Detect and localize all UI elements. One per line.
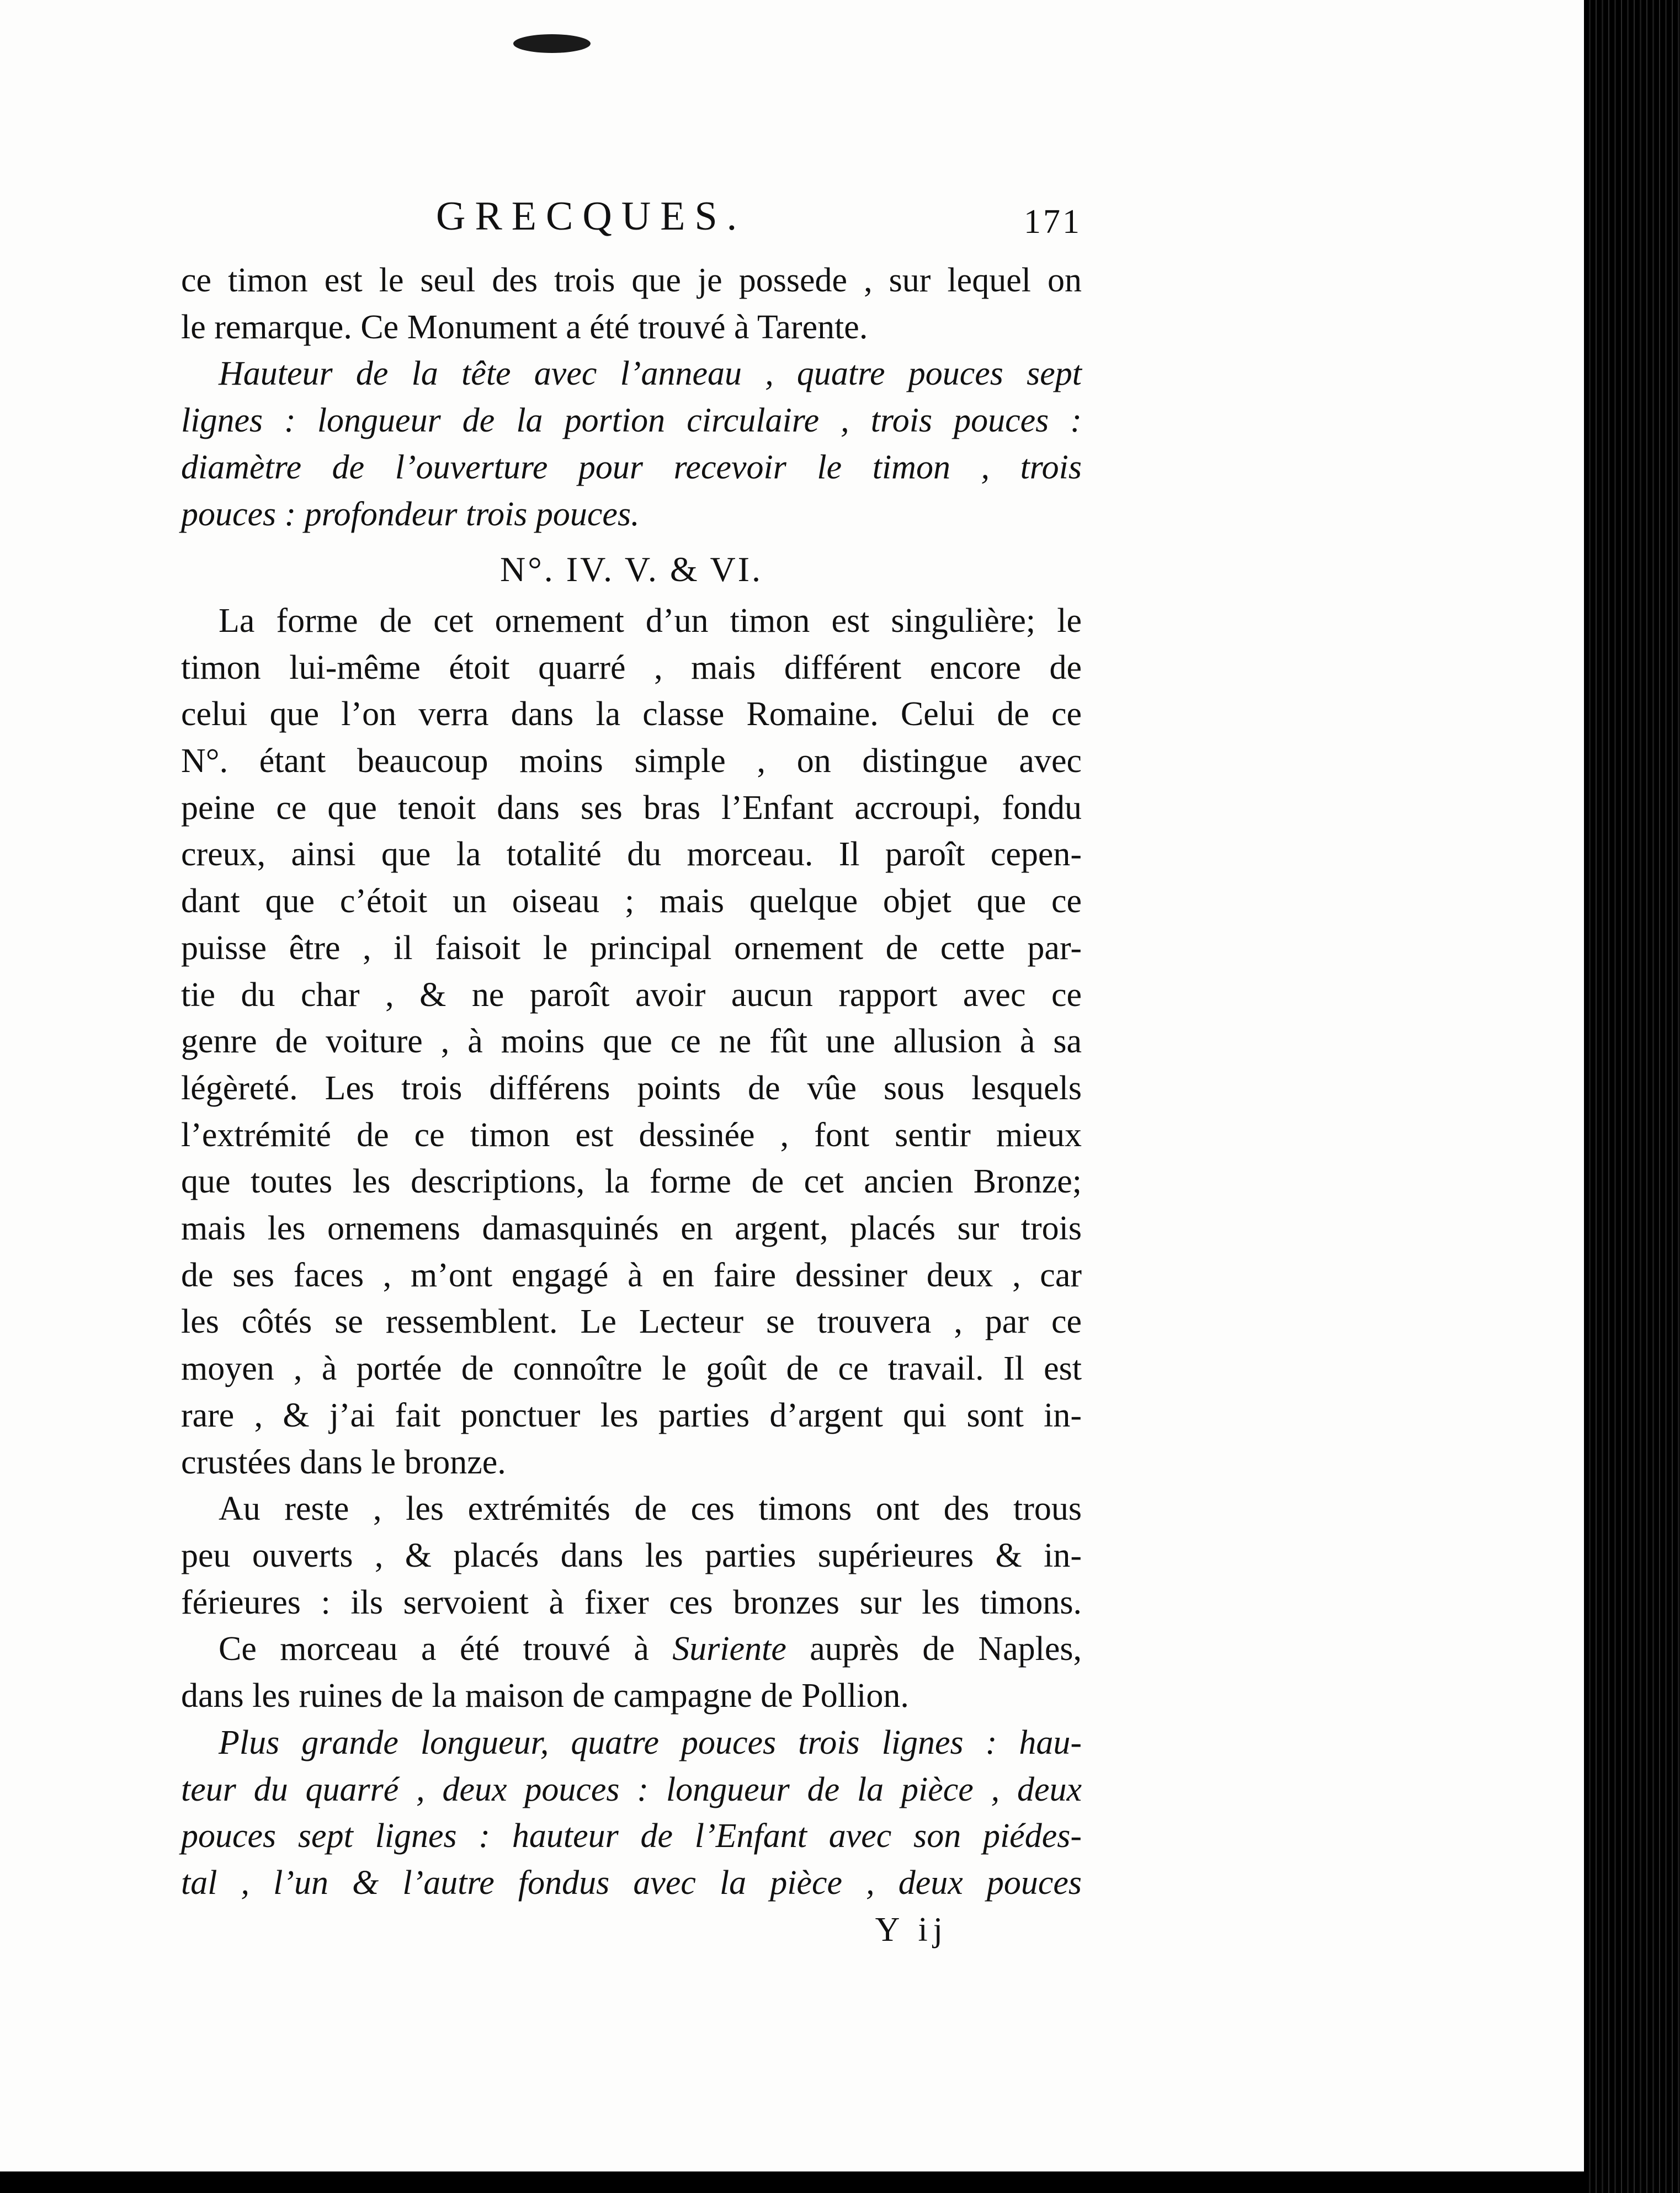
page-text xyxy=(181,194,1082,1953)
text-line: diamètre de l’ouverture pour recevoir le timon , trois xyxy=(181,448,1082,486)
text-line: que toutes les descriptions, la forme de cet ancien Bronze; xyxy=(181,1163,1082,1201)
text-line xyxy=(181,1626,1082,1673)
text-line: peine ce que tenoit dans ses bras l’Enfant accroupi, fondu xyxy=(181,789,1082,827)
text-line: teur du quarré , deux pouces : longueur de la pièce , deux xyxy=(181,1770,1082,1808)
text-line: Hauteur de la tête avec l’anneau , quatre pouces sept xyxy=(219,355,1082,393)
text-line: férieures : ils servoient à fixer ces bronzes sur les timons. xyxy=(181,1583,1082,1621)
description-paragraph xyxy=(181,598,1082,1486)
text-line: dant que c’étoit un oiseau ; mais quelque objet que ce xyxy=(181,882,1082,920)
place-name: Suriente xyxy=(672,1630,786,1668)
text-line: peu ouverts , & placés dans les parties supérieures & in- xyxy=(181,1536,1082,1574)
text-line: les côtés se ressemblent. Le Lecteur se trouvera , par ce xyxy=(181,1303,1082,1341)
provenance-paragraph xyxy=(181,1626,1082,1719)
text-line: Plus grande longueur, quatre pouces trois lignes : hau- xyxy=(219,1723,1082,1761)
text-line: mais les ornemens damasquinés en argent, placés sur trois xyxy=(181,1210,1082,1248)
line-rest: forme de cet ornement d’un timon est singulière; le xyxy=(254,602,1082,640)
text-line: pouces sept lignes : hauteur de l’Enfant avec son piédes- xyxy=(181,1817,1082,1855)
text-line: moyen , à portée de connoître le goût de ce travail. Il est xyxy=(181,1350,1082,1388)
dropcap: La xyxy=(219,602,255,640)
scan-bottom-border xyxy=(0,2171,1584,2193)
signature-mark: Y ij xyxy=(875,1910,948,1949)
text-line: tal , l’un & l’autre fondus avec la pièce , deux pouces xyxy=(181,1864,1082,1902)
text-line: puisse être , il faisoit le principal ornement de cette par- xyxy=(181,929,1082,967)
measurements-paragraph xyxy=(181,350,1082,537)
text-line: pouces : profondeur trois pouces. xyxy=(181,495,640,533)
text-line: crustées dans le bronze. xyxy=(181,1443,506,1481)
text-line: rare , & j’ai fait ponctuer les parties d’argent qui sont in- xyxy=(181,1396,1082,1434)
text-line: timon lui-même étoit quarré , mais différent encore de xyxy=(181,648,1082,686)
page-header xyxy=(181,194,1082,257)
ink-smudge xyxy=(513,34,591,53)
text-line: le remarque. Ce Monument a été trouvé à Tarente. xyxy=(181,308,868,346)
text-line: lignes : longueur de la portion circulaire , trois pouces : xyxy=(181,402,1082,440)
text-line xyxy=(181,598,1082,645)
page-number: 171 xyxy=(1024,203,1082,241)
dimensions-paragraph xyxy=(181,1720,1082,1907)
text-line: légèreté. Les trois différens points de vûe sous lesquels xyxy=(181,1069,1082,1107)
book-gutter-edge xyxy=(1584,0,1680,2193)
text-line: ce timon est le seul des trois que je possede , sur lequel on xyxy=(181,262,1082,299)
text-line: celui que l’on verra dans la classe Romaine. Celui de ce xyxy=(181,695,1082,733)
continued-paragraph xyxy=(181,257,1082,350)
text-line: Au reste , les extrémités de ces timons ont des trous xyxy=(219,1490,1082,1528)
line-end: auprès de Naples, xyxy=(786,1630,1082,1668)
text-line: genre de voiture , à moins que ce ne fût une allusion à sa xyxy=(181,1023,1082,1061)
text-line: N°. étant beaucoup moins simple , on distingue avec xyxy=(181,742,1082,780)
text-line: tie du char , & ne paroît avoir aucun rapport avec ce xyxy=(181,976,1082,1014)
text-line: dans les ruines de la maison de campagne de Pollion. xyxy=(181,1677,909,1715)
section-heading: N°. IV. V. & VI. xyxy=(499,550,763,589)
text-line: de ses faces , m’ont engagé à en faire dessiner deux , car xyxy=(181,1256,1082,1294)
holes-paragraph xyxy=(181,1486,1082,1626)
text-line: l’extrémité de ce timon est dessinée , font sentir mieux xyxy=(181,1116,1082,1154)
line-start: Ce morceau a été trouvé à xyxy=(219,1630,673,1668)
text-line: creux, ainsi que la totalité du morceau. Il paroît cepen- xyxy=(181,835,1082,874)
running-head: GRECQUES. xyxy=(436,194,747,239)
